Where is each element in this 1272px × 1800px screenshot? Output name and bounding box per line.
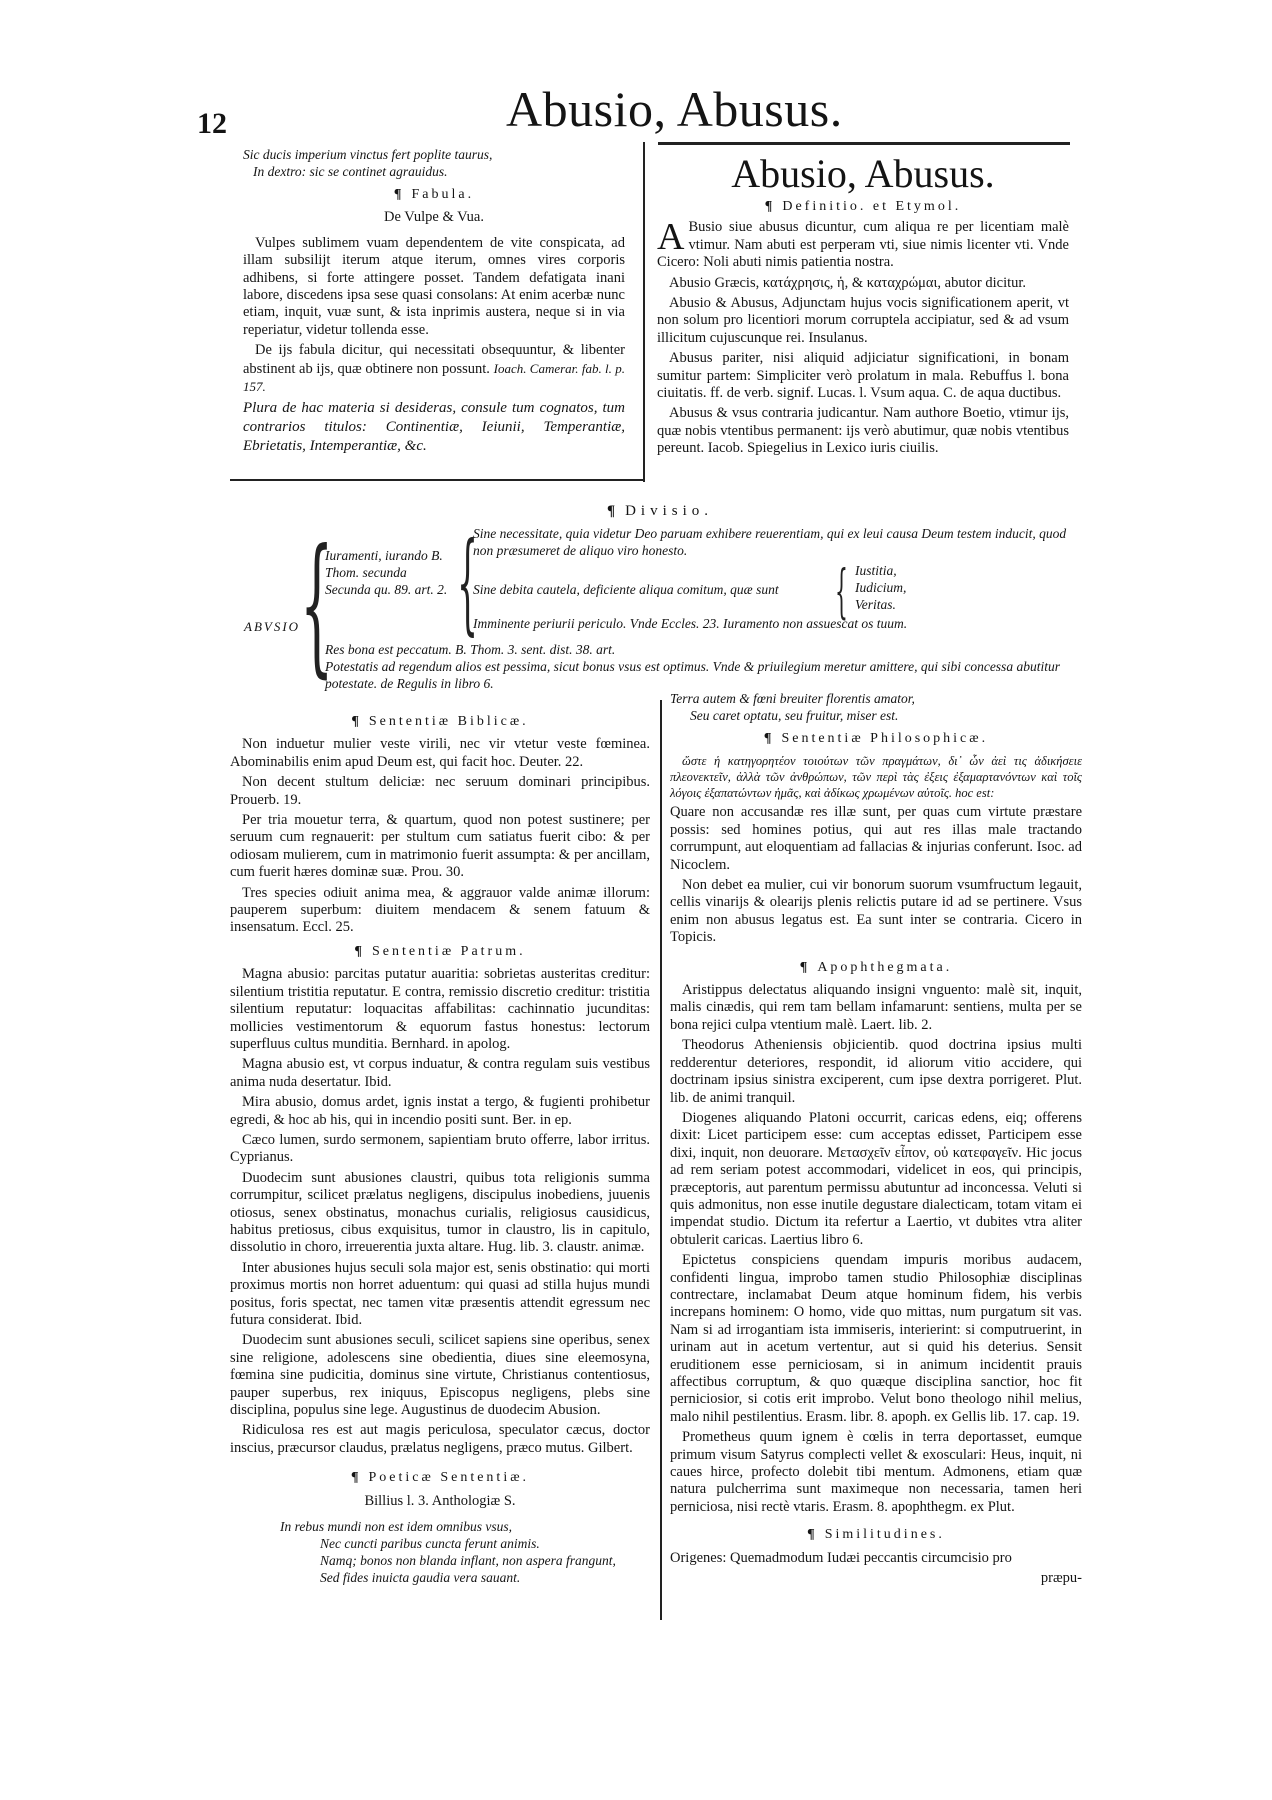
virtue-item: Iudicium,	[855, 580, 907, 595]
contraria-paragraph: Abusus & vsus contraria judicantur. Nam authore Boetio, vtimur ijs, quæ nobis vtentibus permanent: ijs verò abutimur, quæ nobis vtentibus pereunt. Iacob. Spiegelius in Lexico iuris ciuilis.	[657, 405, 1069, 457]
philosophical-sentence: Non debet ea mulier, cui vir bonorum suorum vsumfructum legauit, cellis vinarijs & olearijs plenis relictis putare id ad se pertinere. Vsus enim non abusus legatus est. Ea sunt inter se contraria. Cicero in Topicis.	[670, 877, 1082, 946]
billius-source: Billius l. 3. Anthologiæ S.	[364, 1492, 516, 1509]
patristic-sentence: Inter abusiones hujus seculi sola major est, senis obstinatio: qui morti proximus mortis non horret aduentum: qui quasi ad stilla hujus mundi positus, foris spectat, nec tamen vitæ præsentis attendit egressum nec futura considerat. Ibid.	[230, 1259, 650, 1328]
paragraph-mark-icon: ¶	[350, 1470, 359, 1486]
patristic-sentence: Cæco lumen, surdo sermonem, sapientiam bruto offerre, labor irritus. Cyprianus.	[230, 1131, 650, 1166]
paragraph-mark-icon: ¶	[606, 503, 616, 519]
definition-paragraph: A Busio siue abusus dicuntur, cum aliqua re per licentiam malè vtimur. Nam abuti est perperam vti, siue nimis licenter vti. Vnde Cicero: Noli abuti nimis patientia nostra.	[657, 216, 1069, 271]
right-top-column	[657, 150, 1069, 461]
fabula-text: Vulpes sublimem vuam dependentem de vite conspicata, ad illam subsilijt iterum atque iterum, omnes vires corporis adhibens, si forte attingere posset. Tandem defatigata inani labore, discedens ipsa sese quasi consolans: At enim acerbæ nunc etiam, inquit, vuæ sunt, & ista inprimis austera, neque si in via reperiatur, videtur tollenda esse.	[243, 234, 625, 338]
biblical-sentence: Non induetur mulier veste virili, nec vir vtetur veste fœminea. Abominabilis enim apud Deum est, qui facit hoc. Deuter. 22.	[230, 736, 650, 770]
divisio-virtues	[855, 562, 975, 613]
header-rule	[658, 142, 1070, 145]
paragraph-mark-icon: ¶	[763, 731, 772, 746]
left-bottom-column	[230, 707, 650, 1586]
virtue-item: Veritas.	[855, 597, 896, 612]
paragraph-mark-icon: ¶	[799, 959, 808, 975]
similitudines-heading: ¶ Similitudines.	[807, 1527, 945, 1543]
biblical-sentence: Tres species odiuit anima mea, & aggrauor valde animæ illorum: pauperem superbum: diuitem mendacem & senem fatuum & insensatum. Eccl. 25.	[230, 884, 650, 936]
biblical-sentence: Per tria mouetur terra, & quartum, quod non potest sustinere; per seruum cum regnauerit: per stultum cum satiatus fuerit cibo: & per odiosam mulierem, cum in matrimonio fuerit assumpta: & per ancillam, cum fuerit hæres dominæ suæ. Prou. 30.	[230, 812, 650, 881]
paragraph-mark-icon: ¶	[393, 187, 402, 202]
right-bottom-column	[670, 690, 1082, 1587]
greek-quotation: ὥστε ἡ κατηγορητέον τοιούτων τῶν πραγμάτων, δι᾽ ὧν ἀεὶ τις ἀδικήσειε πλεονεκτεῖν, ἀλλὰ τῶν ἀνθρώπων, τῶν περὶ τὰς ἐξεις ἐξαμαρτανόντων καὶ τοῖς λόγοις ἐξαπατώντων ἡμᾶς, καὶ ἀδίκως χρωμένων αὐτοῖς. hoc est:	[670, 754, 1082, 801]
drop-cap: A	[657, 216, 685, 259]
verse-line: In dextro: sic se continet agrauidus.	[253, 164, 448, 179]
divisio-iuramenti: Iuramenti, iurando B. Thom. secunda Secunda qu. 89. art. 2.	[325, 548, 448, 597]
fabula-title: De Vulpe & Vua.	[383, 209, 484, 226]
apophthegm: Epictetus conspiciens quendam impuris moribus audacem, confidenti lingua, improbo tamen studio Philosophiæ disciplinas contrectare, inclamabat Deum atque hominum fidem, his verbis increpans hominem: O homo, vide quo mittas, num purgatum sit vas. Nam si ad irrogantiam ista immiseris, interierint: si computruerint, in urinam aut in acetum vertentur, aut si quid his deterius. Sensit eruditionem esse perniciosam, si in animum incidentit prauis affectibus corruptum, & quo quæque disciplina sanctior, hoc fit perniciosior, si cotis erit improbo. Velut bono theologo nihil melius, malo nihil pestilentius. Erasm. libr. 8. apoph. ex Gellis lib. 17. cap. 19.	[670, 1252, 1082, 1425]
paragraph-mark-icon: ¶	[351, 714, 359, 729]
divisio-branch-3: Imminente periurii periculo. Vnde Eccles. 23. Iuramento non assuescat os tuum.	[473, 616, 908, 631]
divisio-branch-1: Sine necessitate, quia videtur Deo paruam exhibere reuerentiam, qui ex leui causa Deum testem inducit, quod non præsumeret de aliquo viro honesto.	[473, 526, 1067, 558]
column-rule-bottom	[660, 700, 662, 1620]
apophthegm: Aristippus delectatus aliquando insigni vnguento: malè sit, inquit, malis cinædis, qui rem tam bellam infamarunt: sentiens, multa per se bona rejici culpa vtentium malè. Laert. lib. 2.	[670, 982, 1082, 1033]
iuramenti-brace-icon: {	[457, 518, 478, 646]
poem-line: Namq; bonos non blanda inflant, non aspera frangunt,	[320, 1553, 616, 1569]
verse-line: Terra autem & fœni breuiter florentis amator,	[670, 691, 915, 706]
biblicae-heading: ¶ Sententiæ Biblicæ.	[351, 714, 529, 729]
abusus-paragraph: Abusus pariter, nisi aliquid adjiciatur significationi, in bonam sumitur partem: Simpliciter verò prolatum in mala. Rebuffus l. bona ciuitatis. ff. de verb. signif. Lucas. l. Vsum aqua. C. de aqua ductibus.	[657, 350, 1069, 402]
origenes-sentence: Origenes: Quemadmodum Iudæi peccantis circumcisio pro	[670, 1549, 1012, 1566]
poem-line: Nec cuncti paribus cuncta ferunt animis.	[320, 1536, 540, 1552]
definitio-heading: ¶ Definitio. et Etymol.	[764, 199, 962, 214]
philosophical-sentence: Quare non accusandæ res illæ sunt, per quas cum virtute præstare possis: sed homines potius, qui aut res illas male tractando corrumpunt, aut eloquentiam ad fallacias & injurias conferunt. Isoc. ad Nicoclem.	[670, 804, 1082, 873]
philosophicae-heading: ¶ Sententiæ Philosophicæ.	[763, 731, 989, 746]
main-brace-icon: {	[300, 518, 334, 692]
poem	[230, 1518, 650, 1586]
patrum-heading: ¶ Sententiæ Patrum.	[354, 943, 526, 959]
poem-line: In rebus mundi non est idem omnibus vsus,	[280, 1519, 512, 1535]
left-bottom-rule	[230, 479, 644, 481]
virtues-brace-icon: {	[835, 557, 848, 625]
patristic-sentence: Ridiculosa res est aut magis periculosa, speculator cæcus, doctor inscius, præcursor claudus, prælatus negligens, præco mutus. Gilbert.	[230, 1422, 650, 1456]
virtue-item: Iustitia,	[855, 563, 897, 578]
fabula-heading: ¶ Fabula.	[393, 187, 475, 202]
section-title: Abusio, Abusus.	[731, 151, 995, 196]
patristic-sentence: Magna abusio est, vt corpus induatur, & contra regulam suis vestibus anima nuda desertatur. Ibid.	[230, 1056, 650, 1090]
biblical-sentence: Non decent stultum deliciæ: nec seruum dominari principibus. Prouerb. 19.	[230, 774, 650, 808]
apophthegm: Theodorus Atheniensis objicientib. quod doctrina ipsius multi redderentur deteriores, respondit, id aliorum vitio accidere, qui doctrinam ipsius sinistra exciperent, cum ipse dextra porrigeret. Plut. lib. de animi tranquil.	[670, 1037, 1082, 1106]
divisio-heading: ¶ Divisio.	[606, 503, 714, 519]
apophthegm: Prometheus quum ignem è cœlis in terra deportasset, eumque primum visum Satyrus complecti vellet & exosculari: Heus, inquit, ni caues hirce, profecto dolebit tibi mentum. Admonens, etiam quæ natura pulcherrima sunt maximeque non necessaria, tamen heri perniciosa, nisi rectè vtaris. Erasm. 8. apophthegm. ex Plut.	[670, 1429, 1082, 1515]
opening-verse	[243, 146, 625, 180]
paragraph-mark-icon: ¶	[354, 943, 362, 959]
poeticae-heading: ¶ Poeticæ Sententiæ.	[350, 1470, 530, 1486]
left-top-column	[243, 146, 625, 459]
greek-paragraph: Abusio Græcis, κατάχρησις, ἡ, & καταχρώμαι, abutor dicitur.	[669, 274, 1027, 291]
patristic-sentence: Mira abusio, domus ardet, ignis instat a tergo, & fugienti prohibetur egredi, & hoc ab his, qui in incendio positi sunt. Ber. in ep.	[230, 1094, 650, 1128]
patristic-sentence: Duodecim sunt abusiones seculi, scilicet sapiens sine operibus, senex sine religione, adolescens sine obedientia, diues sine eleemosyna, fœmina sine pudicitia, dominus sine virtute, Christianus contentiosus, pauper superbus, rex iniquus, Episcopus negligens, plebs sine disciplina, populus sine lege. Augustinus de duodecim Abusion.	[230, 1332, 650, 1419]
apophthegmata-heading: ¶ Apophthegmata.	[799, 959, 953, 975]
cross-reference: Plura de hac materia si desideras, consule tum cognatos, tum contrarios titulos: Continentiæ, Ieiunii, Temperantiæ, Ebrietatis, Intemperantiæ, &c.	[243, 400, 625, 455]
patristic-sentence: Magna abusio: parcitas putatur auaritia: sobrietas austeritas creditur: silentium tristitia reputatur. E contra, remissio discretio creditur: tristitia silentium reputatur: loquacitas affabilitas: cachinnatio jucunditas: mollicies vestimentorum & equorum fastus honestus: lectorum superfluus cultus munditia. Bernhard. in apolog.	[230, 966, 650, 1052]
verse-line: Sic ducis imperium vinctus fert poplite taurus,	[243, 147, 493, 162]
divisio-root: ABVSIO	[244, 619, 301, 634]
divisio-potestatis: Potestatis ad regendum alios est pessima, sicut bonus vsus est optimus. Vnde & priuilegium meretur amittere, qui sibi concessa abutitur potestate. de Regulis in libro 6.	[325, 659, 1060, 691]
paragraph-mark-icon: ¶	[807, 1527, 815, 1543]
catchword: præpu-	[1040, 1570, 1082, 1587]
patristic-sentence: Duodecim sunt abusiones claustri, quibus tota religionis summa corrumpitur, scilicet prælatus negligens, discipulus inobediens, juuenis otiosus, senex obstinatus, monachus curialis, religiosus causidicus, habitus pretiosus, cibus exquisitus, tumor in claustro, lis in capitulo, dissolutio in choro, irreuerentia juxta altare. Hug. lib. 3. claustr. animæ.	[230, 1169, 650, 1256]
apophthegm: Diogenes aliquando Platoni occurrit, caricas edens, eiq; offerens dixit: Licet participem esse: cum acceptas edisset, Participem esse dixi, inquit, non deuorare. Μετασχεῖν εἶπον, οὐ κατεφαγεῖν. Hic jocus ad rem seriam potest accommodari, videlicet in eos, qui principis, præceptoris, aut parentum permissu abutuntur ad inconcessa. Veluti si quis admonitus, non esse inutile degustare dialecticam, totam vitam ei impendat studio. Dictum ita refertur a Laertio, vt dubites vtra aliter obtulerit caricas. Laertius libro 6.	[670, 1109, 1082, 1248]
divisio-branch-2: Sine debita cautela, deficiente aliqua comitum, quæ sunt	[473, 582, 779, 597]
divisio-res-bona: Res bona est peccatum. B. Thom. 3. sent. dist. 38. art.	[325, 642, 616, 657]
moral-text: De ijs fabula dicitur, qui necessitati obsequuntur, & libenter abstinent ab ijs, quæ obtinere non possunt. Ioach. Camerar. fab. l. p. 157.	[243, 342, 625, 395]
column-rule-top	[643, 142, 645, 482]
poem-line: Sed fides inuicta gaudia vera sauant.	[320, 1570, 521, 1586]
adjunct-paragraph: Abusio & Abusus, Adjunctam hujus vocis significationem aperit, vt non solum pro licentiori morum corruptela accipiatur, sed & ad vsum illicitum cujuscunque rei. Insulanus.	[657, 295, 1069, 346]
paragraph-mark-icon: ¶	[764, 199, 773, 214]
page-number: 12	[197, 107, 227, 140]
opening-verse	[670, 690, 1082, 724]
running-head: Abusio, Abusus.	[506, 81, 843, 137]
verse-line: Seu caret optatu, seu fruitur, miser est.	[690, 708, 899, 723]
